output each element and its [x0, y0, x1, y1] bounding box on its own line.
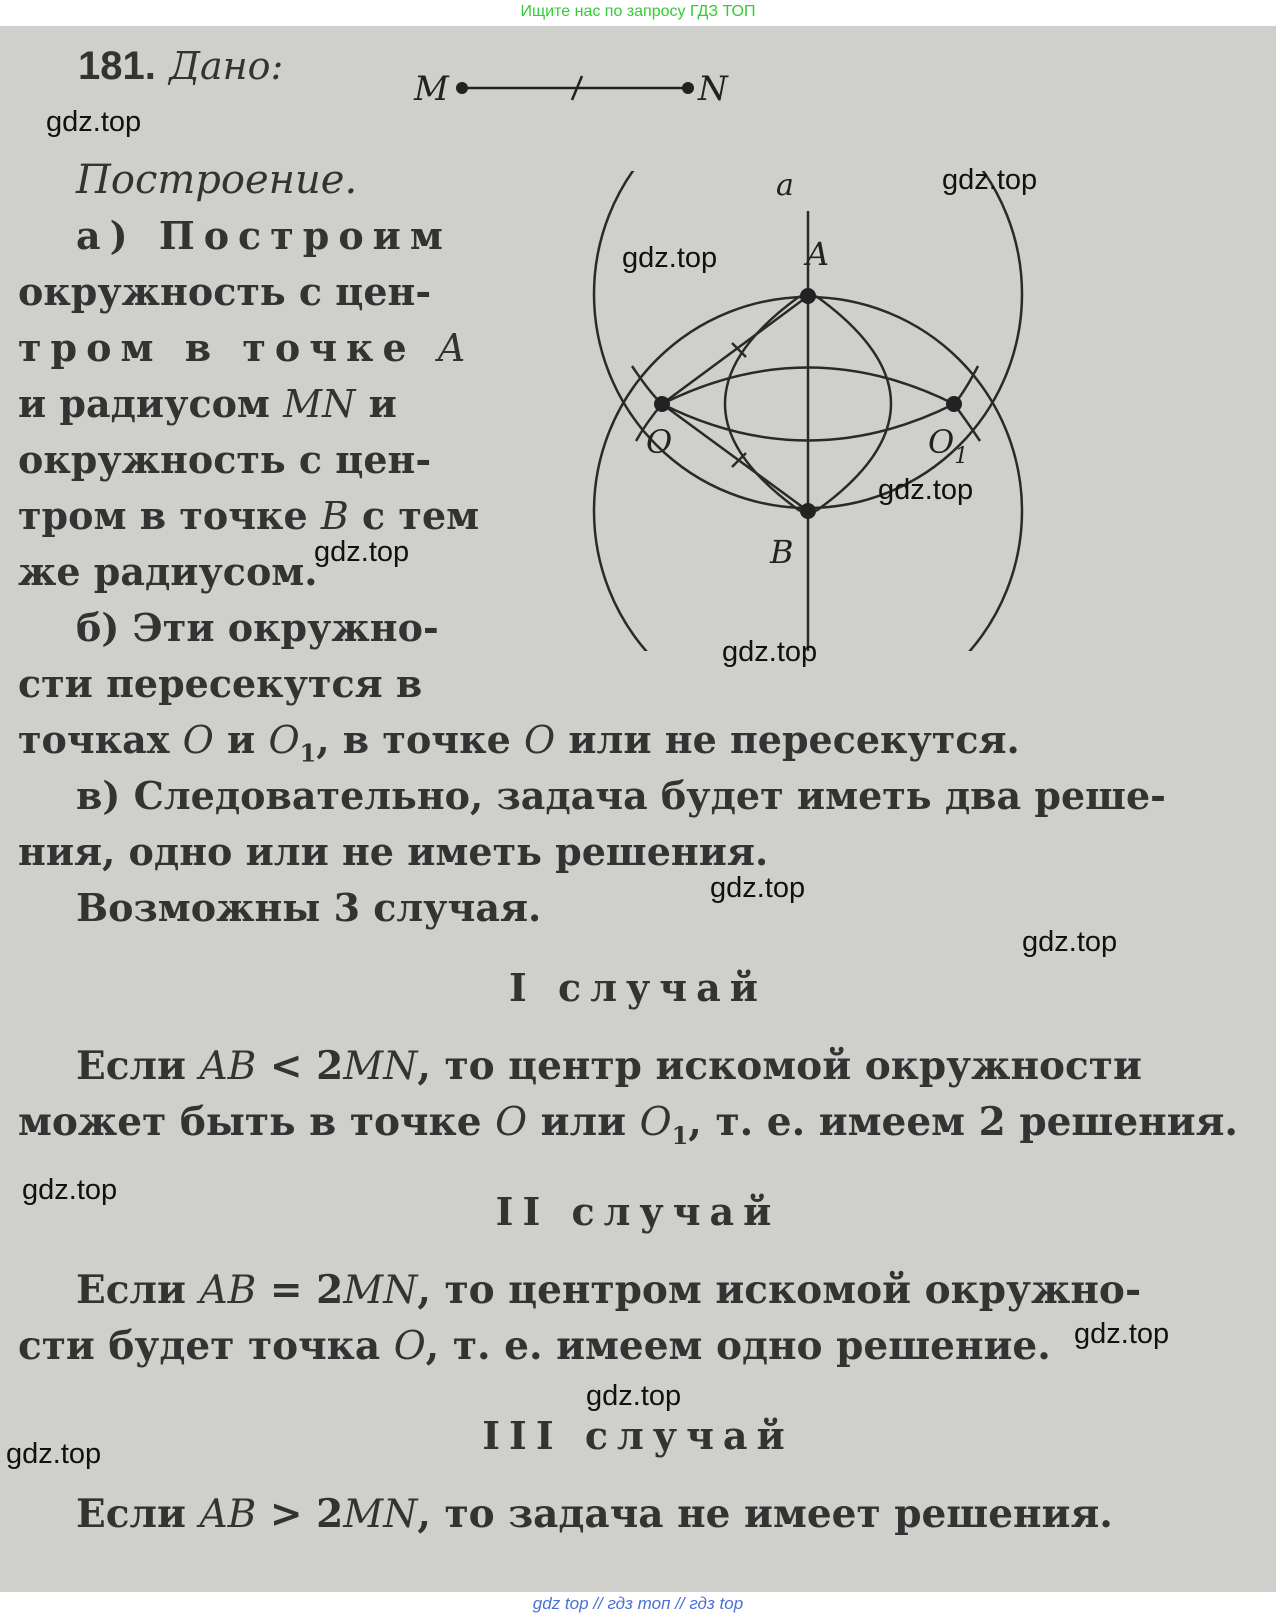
problem-title: [78, 42, 283, 90]
label-point-o1: $O_1$: [928, 423, 969, 469]
case-3-line1: Если AB > 2MN, то задача не имеет решения.: [76, 1491, 1113, 1537]
label-line-a: a: [776, 171, 794, 203]
label-point-b: B: [770, 533, 794, 571]
step-a-line3: тром в точке A: [18, 325, 475, 370]
problem-number: 181.: [78, 44, 156, 88]
step-a-line2: окружность с цен-: [18, 269, 432, 314]
label-n: N: [698, 69, 728, 109]
watermark: gdz.top: [314, 536, 410, 568]
point-n: [682, 82, 694, 94]
watermark: gdz.top: [942, 164, 1038, 196]
watermark: gdz.top: [1022, 926, 1118, 958]
construction-figure: [470, 171, 1160, 651]
watermark: gdz.top: [878, 474, 974, 506]
point-o1: [946, 396, 962, 412]
step-b-line1: б) Эти окружно-: [76, 605, 439, 650]
watermark: gdz.top: [622, 242, 718, 274]
site-banner[interactable]: Ищите нас по запросу ГДЗ ТОП: [520, 3, 756, 20]
step-c-line1: в) Следовательно, задача будет иметь два реше-: [76, 773, 1166, 818]
watermark: gdz.top: [1074, 1318, 1170, 1350]
given-segment-figure: [410, 62, 750, 112]
step-a-line4: и радиусом MN и: [18, 381, 397, 426]
case-1-line1: Если AB < 2MN, то центр искомой окружности: [76, 1043, 1142, 1089]
case-3-title: III случай: [482, 1413, 794, 1458]
label-point-a: A: [806, 235, 830, 273]
point-o: [654, 396, 670, 412]
step-a-line5: окружность с цен-: [18, 437, 432, 482]
point-m: [456, 82, 468, 94]
watermark: gdz.top: [6, 1438, 102, 1470]
case-2-title: II случай: [495, 1189, 781, 1234]
case-2-line1: Если AB = 2MN, то центром искомой окружно-: [76, 1267, 1142, 1313]
segment-oa: [662, 296, 808, 404]
step-c-line2: ния, одно или не иметь решения.: [18, 829, 769, 874]
watermark: gdz.top: [586, 1380, 682, 1412]
watermark: gdz.top: [710, 872, 806, 904]
step-b-line2: сти пересекутся в: [18, 661, 423, 706]
step-a-line7: же радиусом.: [18, 549, 318, 594]
point-b: [800, 503, 816, 519]
label-m: M: [414, 69, 449, 109]
label-point-o: O: [646, 423, 673, 461]
case-2-line2: сти будет точка O, т. е. имеем одно решение.: [18, 1323, 1051, 1369]
step-c-line3: Возможны 3 случая.: [76, 885, 542, 930]
given-label: Дано:: [169, 44, 284, 88]
step-a-line6: тром в точке B с тем: [18, 493, 480, 538]
step-b-line3: точках O и $O_1$, в точке O или не пересекутся.: [18, 717, 1020, 768]
site-footer[interactable]: gdz top // гдз топ // гдз top: [532, 1594, 744, 1613]
step-a-line1: а) Построим: [76, 213, 452, 258]
textbook-page: [0, 26, 1276, 1592]
watermark: gdz.top: [722, 636, 818, 668]
watermark: gdz.top: [22, 1174, 118, 1206]
point-a: [800, 288, 816, 304]
construction-heading: Построение.: [76, 157, 358, 203]
case-1-line2: может быть в точке O или $O_1$, т. е. имеем 2 решения.: [18, 1099, 1239, 1150]
watermark: gdz.top: [46, 106, 142, 138]
case-1-title: I случай: [509, 965, 767, 1010]
